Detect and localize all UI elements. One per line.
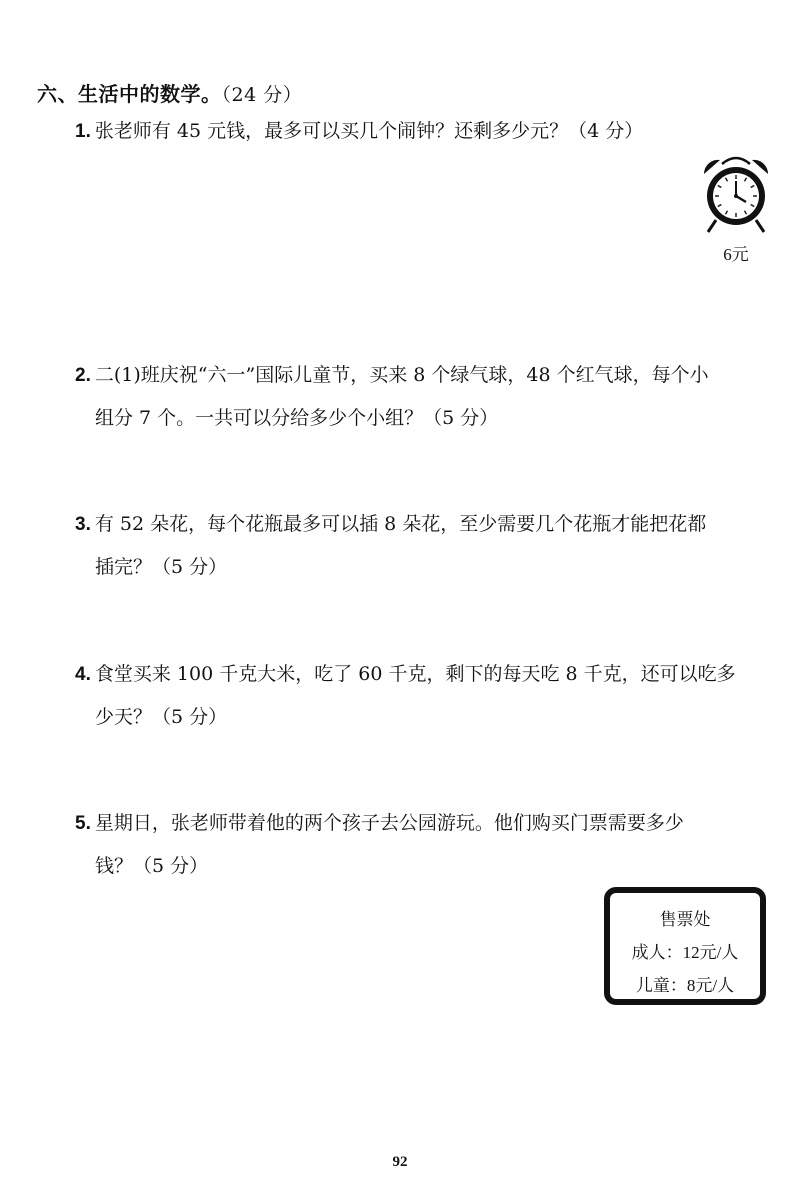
alarm-clock-figure [696,152,776,265]
question-3 [75,503,775,588]
question-number: 2. [75,365,91,386]
question-5 [75,802,775,887]
question-text-continued: 少天？（5 分） [95,706,228,728]
question-text: 二(1)班庆祝“六一”国际儿童节，买来 8 个绿气球，48 个红气球，每个小 [94,364,709,386]
question-number: 3. [75,514,91,535]
clock-price: 6元 [723,245,749,264]
adult-price: 成人：12元/人 [631,943,739,962]
question-number: 1. [75,121,91,142]
question-text-continued: 钱？（5 分） [95,855,209,877]
question-text: 星期日，张老师带着他的两个孩子去公园游玩。他们购买门票需要多少 [94,812,684,834]
question-text: 食堂买来 100 千克大米，吃了 60 千克，剩下的每天吃 8 千克，还可以吃多 [94,663,736,685]
question-4 [75,653,775,738]
question-number: 4. [75,664,91,685]
question-text-continued: 插完？（5 分） [95,556,228,578]
page-number: 92 [392,1154,408,1170]
ticket-office-title: 售票处 [659,910,711,929]
section-title-text: 六、生活中的数学。 [37,82,222,106]
section-score: （24 分） [221,84,303,106]
alarm-clock-icon [700,152,772,234]
question-2 [75,354,775,439]
question-1 [75,110,775,153]
question-text-continued: 组分 7 个。一共可以分给多少个小组？（5 分） [95,407,499,429]
question-number: 5. [75,813,91,834]
child-price: 儿童：8元/人 [635,976,735,995]
section-title [37,78,302,107]
question-text: 张老师有 45 元钱，最多可以买几个闹钟？还剩多少元？（4 分） [94,120,644,142]
question-text: 有 52 朵花，每个花瓶最多可以插 8 朵花，至少需要几个花瓶才能把花都 [94,513,707,535]
ticket-office-sign [604,887,766,1005]
